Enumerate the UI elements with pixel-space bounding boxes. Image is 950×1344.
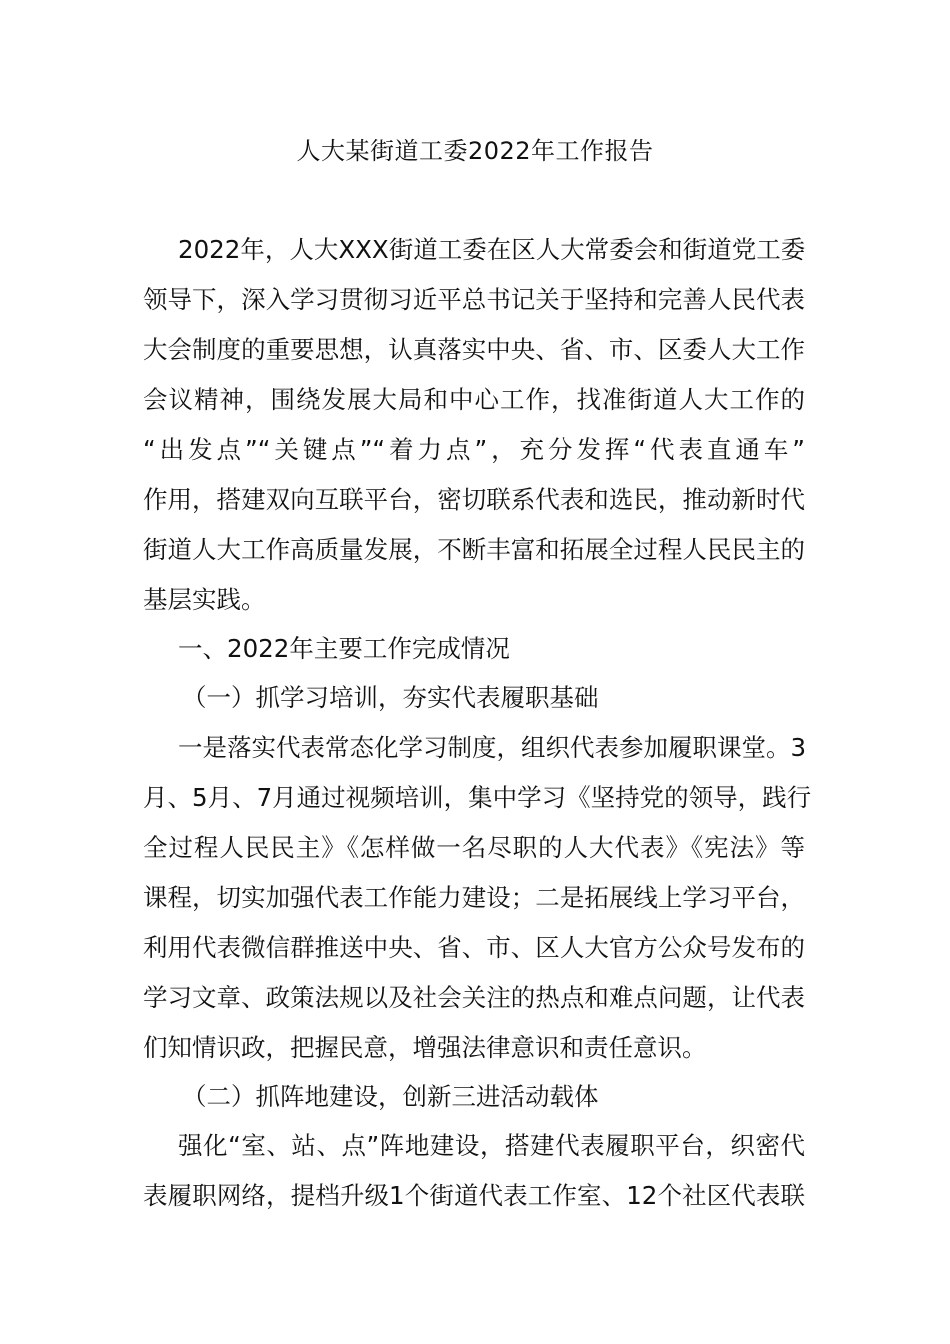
paragraph-line: 作用，搭建双向互联平台，密切联系代表和选民，推动新时代 [143, 485, 805, 514]
paragraph-line: 会议精神，围绕发展大局和中心工作，找准街道人大工作的 [143, 385, 805, 414]
paragraph-line: 2022年，人大XXX街道工委在区人大常委会和街道党工委 [178, 235, 806, 264]
paragraph-line: 利用代表微信群推送中央、省、市、区人大官方公众号发布的 [143, 933, 805, 962]
paragraph-line: 基层实践。 [143, 585, 266, 614]
paragraph-line: 全过程人民民主》《怎样做一名尽职的人大代表》《宪法》等 [143, 833, 805, 862]
paragraph-line: 月、5月、7月通过视频培训，集中学习《坚持党的领导，践行 [143, 783, 812, 812]
document-title: 人大某街道工委2022年工作报告 [296, 137, 654, 165]
subsection-heading: （一）抓学习培训，夯实代表履职基础 [182, 683, 599, 712]
paragraph-line: 大会制度的重要思想，认真落实中央、省、市、区委人大工作 [143, 335, 805, 364]
paragraph-line: 表履职网络，提档升级1个街道代表工作室、12个社区代表联 [143, 1181, 805, 1210]
paragraph-line: 强化“室、站、点”阵地建设，搭建代表履职平台，织密代 [178, 1131, 805, 1160]
section-heading: 一、2022年主要工作完成情况 [178, 634, 510, 663]
paragraph-line: 学习文章、政策法规以及社会关注的热点和难点问题，让代表 [143, 983, 805, 1012]
paragraph-line: 一是落实代表常态化学习制度，组织代表参加履职课堂。3 [178, 733, 807, 762]
paragraph-line: 街道人大工作高质量发展，不断丰富和拓展全过程人民民主的 [143, 535, 805, 564]
paragraph-line: 领导下，深入学习贯彻习近平总书记关于坚持和完善人民代表 [143, 285, 805, 314]
paragraph-line: 们知情识政，把握民意，增强法律意识和责任意识。 [143, 1033, 707, 1062]
paragraph-line: 课程，切实加强代表工作能力建设；二是拓展线上学习平台， [143, 883, 805, 912]
subsection-heading: （二）抓阵地建设，创新三进活动载体 [182, 1082, 599, 1111]
paragraph-line: “出发点”“关键点”“着力点”，充分发挥“代表直通车” [143, 435, 805, 464]
